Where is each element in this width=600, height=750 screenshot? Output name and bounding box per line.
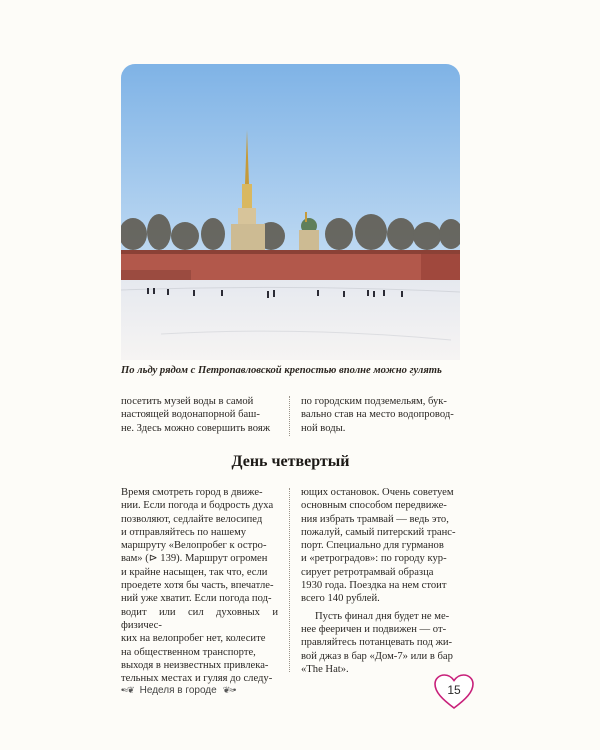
text-line: проедете хотя бы часть, впечатле- xyxy=(121,580,274,592)
text-line: ких на велопробег нет, колесите xyxy=(121,633,266,645)
running-title: Неделя в городе xyxy=(139,684,217,696)
figure-caption: По льду рядом с Петропавловской крепостью вполне можно гулять xyxy=(121,365,442,376)
text-line: тельных местах и гуляя до следу- xyxy=(121,673,273,685)
photo-illustration xyxy=(121,64,460,360)
text-line: ний уже хватит. Если погода под- xyxy=(121,593,272,605)
running-footer xyxy=(121,682,235,698)
text-line: ния избрать трамвай — ведь это, xyxy=(301,513,449,525)
text-line: вально став на место водопровод- xyxy=(301,409,454,421)
text-line: позволяют, седлайте велосипед xyxy=(121,513,263,525)
text-line: «The Hat». xyxy=(301,663,349,675)
text-line: пожалуй, самый питерский транс- xyxy=(301,526,456,538)
text-line: сирует ретротрамвай образца xyxy=(301,566,434,578)
text-line: и «ретроградов»: по городу кур- xyxy=(301,553,447,565)
top-right-column xyxy=(301,395,460,435)
text-line: и крайне насыщен, так что, если xyxy=(121,566,268,578)
text-line: посетить музей воды в самой xyxy=(121,396,254,407)
bottom-right-column xyxy=(301,486,460,676)
text-line: не. Здесь можно совершить вояж xyxy=(121,422,271,434)
section-heading: День четвертый xyxy=(231,453,350,470)
column-divider xyxy=(289,396,290,436)
text-line: настоящей водонапорной баш- xyxy=(121,409,260,421)
text-line: Пусть финал дня будет не ме- xyxy=(315,610,450,622)
bottom-left-column xyxy=(121,486,278,685)
text-line: правляйтесь потанцевать под жи- xyxy=(301,637,453,649)
text-line: ной воды. xyxy=(301,422,346,434)
top-left-column xyxy=(121,395,278,435)
text-line: 1930 года. Поездка на нем стоит xyxy=(301,580,447,592)
text-line: маршруту «Велопробег к остро- xyxy=(121,540,267,552)
photo-peter-paul-fortress xyxy=(121,64,460,360)
text-line: водит или сил духовных и физичес- xyxy=(121,606,278,631)
text-line: порт. Специально для гурманов xyxy=(301,540,444,552)
text-line: ющих остановок. Очень советуем xyxy=(301,487,454,498)
text-line: и отправляйтесь по нашему xyxy=(121,526,247,538)
text-line: Время смотреть город в движе- xyxy=(121,487,263,498)
text-line: вой джаз в бар «Дом-7» или в бар xyxy=(301,650,453,662)
text-line: нее фееричен и подвижен — от- xyxy=(301,623,447,635)
page-number: 15 xyxy=(447,683,461,697)
text-line: основным способом передвиже- xyxy=(301,500,447,512)
text-line: по городским подземельям, бук- xyxy=(301,396,447,407)
text-line: всего 140 рублей. xyxy=(301,593,380,605)
text-line: выходя в неизвестных привлека- xyxy=(121,659,269,671)
text-line: вам» (⊳ 139). Маршрут огромен xyxy=(121,553,268,565)
ornament-icon: •≈❦ xyxy=(121,684,134,695)
column-divider xyxy=(289,488,290,672)
page-number-badge xyxy=(432,673,476,711)
text-line: нии. Если погода и бодрость духа xyxy=(121,500,274,512)
ornament-icon: ❦≈• xyxy=(222,684,236,695)
text-line: на общественном транспорте, xyxy=(121,646,256,658)
